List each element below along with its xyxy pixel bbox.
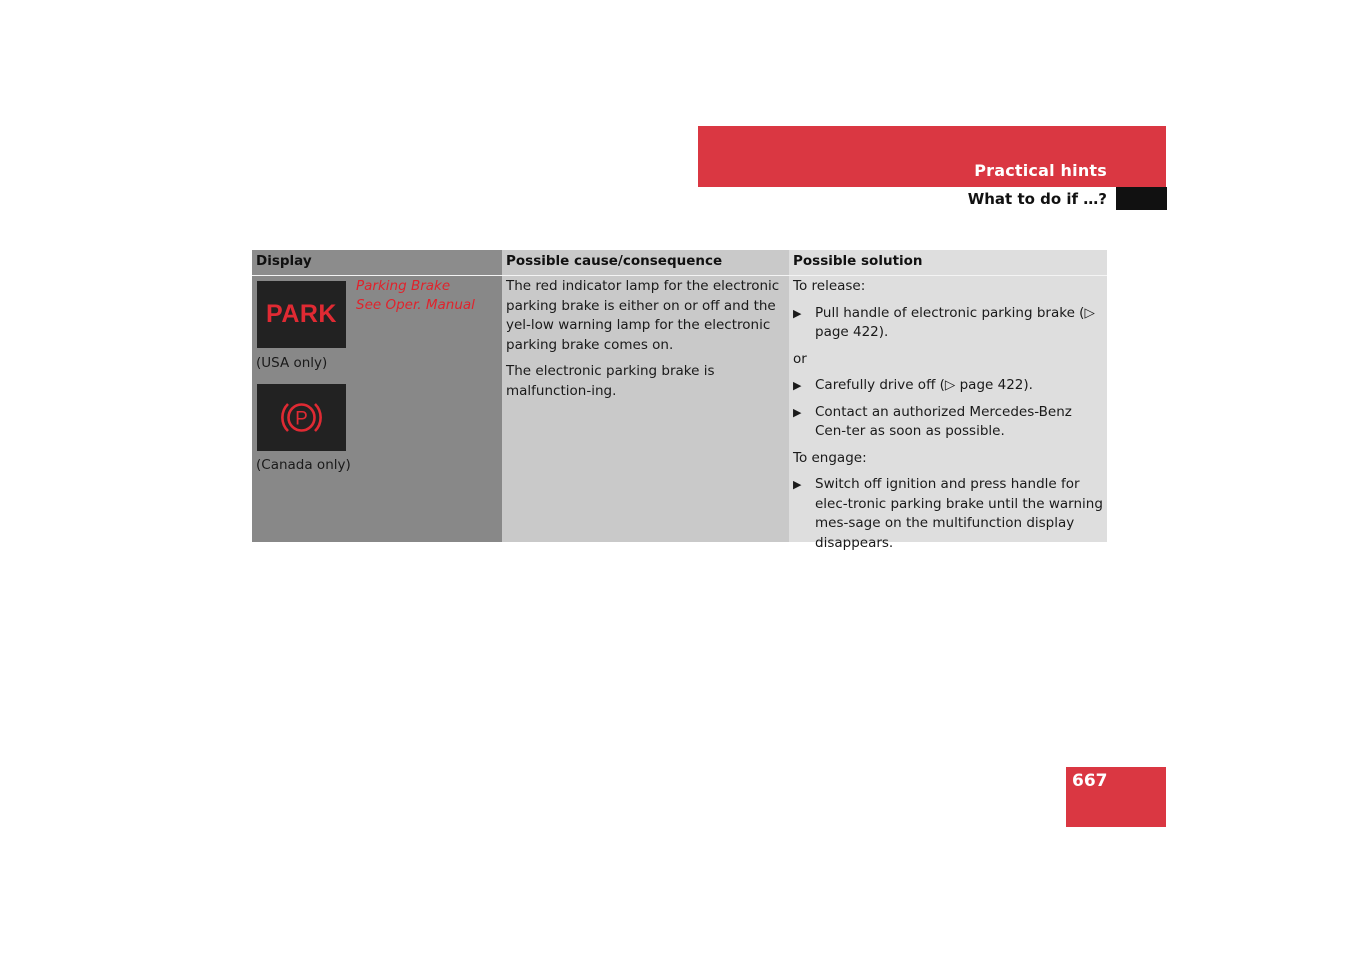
- subsection-title: What to do if …?: [967, 190, 1107, 208]
- display-message-line2: See Oper. Manual: [356, 297, 475, 313]
- or-label: or: [793, 350, 807, 367]
- canada-only-note: (Canada only): [256, 457, 351, 473]
- engage-step: [793, 475, 1103, 553]
- section-title: Practical hints: [974, 161, 1107, 180]
- park-indicator-lamp: [257, 281, 346, 348]
- bullet-arrow-icon: ▶: [793, 478, 802, 491]
- column-header-display: Display: [252, 250, 502, 275]
- bullet-arrow-icon: ▶: [793, 405, 802, 419]
- drive-off-step-text: Carefully drive off (▷ page 422).: [815, 377, 1033, 393]
- page-number: 667: [1072, 771, 1108, 791]
- display-messages-table: [252, 250, 1107, 551]
- column-header-solution: Possible solution: [789, 250, 1107, 275]
- column-header-cause: Possible cause/consequence: [502, 250, 789, 275]
- cause-paragraph-1: The red indicator lamp for the electronic parking brake is either on or off and the yel-low warning lamp for the electronic parking brake comes on.: [506, 278, 780, 353]
- release-step-text: Pull handle of electronic parking brake (▷ page 422).: [815, 304, 1095, 340]
- display-message: [356, 277, 475, 315]
- release-label: To release:: [793, 278, 866, 294]
- solution-cell: [789, 276, 1107, 551]
- park-lamp-text: PARK: [266, 299, 337, 328]
- section-header-band: [698, 126, 1166, 187]
- display-cell: [252, 276, 502, 542]
- svg-text:P: P: [295, 408, 308, 430]
- contact-step-text: Contact an authorized Mercedes-Benz Cen-ter as soon as possible.: [815, 403, 1072, 439]
- section-tab-marker: [1116, 187, 1167, 210]
- display-message-line1: Parking Brake: [356, 278, 451, 294]
- release-step: [793, 304, 1103, 343]
- drive-off-step: [793, 376, 1103, 396]
- engage-step-text: Switch off ignition and press handle for elec-tronic parking brake until the warning mes-sage on the multifunction display disappears.: [815, 476, 1103, 551]
- parking-brake-warning-icon: [257, 384, 346, 451]
- parking-brake-icon-graphic: [257, 384, 346, 451]
- engage-label: To engage:: [793, 449, 867, 466]
- usa-only-note: (USA only): [256, 355, 328, 371]
- bullet-arrow-icon: ▶: [793, 306, 802, 320]
- page-number-box: [1066, 767, 1166, 827]
- cause-cell: [502, 276, 789, 542]
- cause-paragraph-2: The electronic parking brake is malfunction-ing.: [506, 363, 715, 399]
- contact-step: [793, 403, 1103, 442]
- bullet-arrow-icon: ▶: [793, 379, 802, 392]
